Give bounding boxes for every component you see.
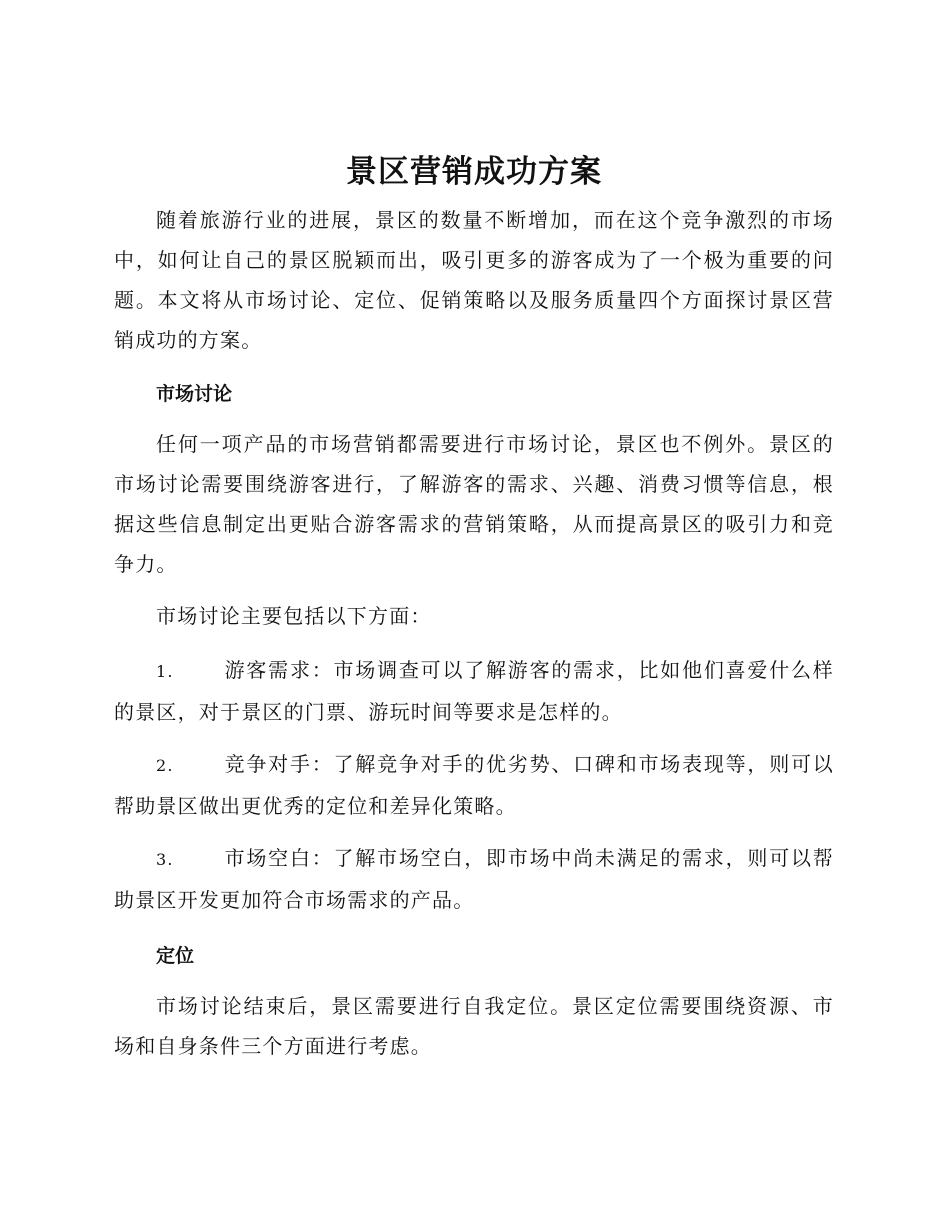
document-page (114, 150, 834, 1066)
list-item (114, 744, 834, 826)
market-paragraph-2: 市场讨论主要包括以下方面： (156, 604, 432, 628)
list-item (114, 650, 834, 732)
market-paragraph-1: 任何一项产品的市场营销都需要进行市场讨论，景区也不例外。景区的市场讨论需要围绕游客进行，了解游客的需求、兴趣、消费习惯等信息，根据这些信息制定出更贴合游客需求的营销策略，从而提高景区的吸引力和竞争力。 (114, 432, 834, 576)
list-item-number: 2. (156, 756, 174, 775)
section-heading-market: 市场讨论 (156, 383, 233, 405)
list-item-number: 3. (156, 850, 174, 869)
list-item-number: 1. (156, 662, 174, 681)
intro-paragraph: 随着旅游行业的进展，景区的数量不断增加，而在这个竞争激烈的市场中，如何让自己的景区脱颖而出，吸引更多的游客成为了一个极为重要的问题。本文将从市场讨论、定位、促销策略以及服务质量四个方面探讨景区营销成功的方案。 (114, 208, 834, 352)
document-title: 景区营销成功方案 (346, 154, 602, 190)
list-item-text: 竞争对手：了解竞争对手的优劣势、口碑和市场表现等，则可以帮助景区做出更优秀的定位和差异化策略。 (114, 752, 834, 818)
list-item-text: 游客需求：市场调查可以了解游客的需求，比如他们喜爱什么样的景区，对于景区的门票、游玩时间等要求是怎样的。 (114, 658, 834, 724)
section-heading-positioning: 定位 (156, 945, 195, 967)
list-item-text: 市场空白：了解市场空白，即市场中尚未满足的需求，则可以帮助景区开发更加符合市场需求的产品。 (114, 846, 834, 912)
positioning-paragraph-1: 市场讨论结束后，景区需要进行自我定位。景区定位需要围绕资源、市场和自身条件三个方面进行考虑。 (114, 994, 834, 1058)
list-item (114, 838, 834, 920)
